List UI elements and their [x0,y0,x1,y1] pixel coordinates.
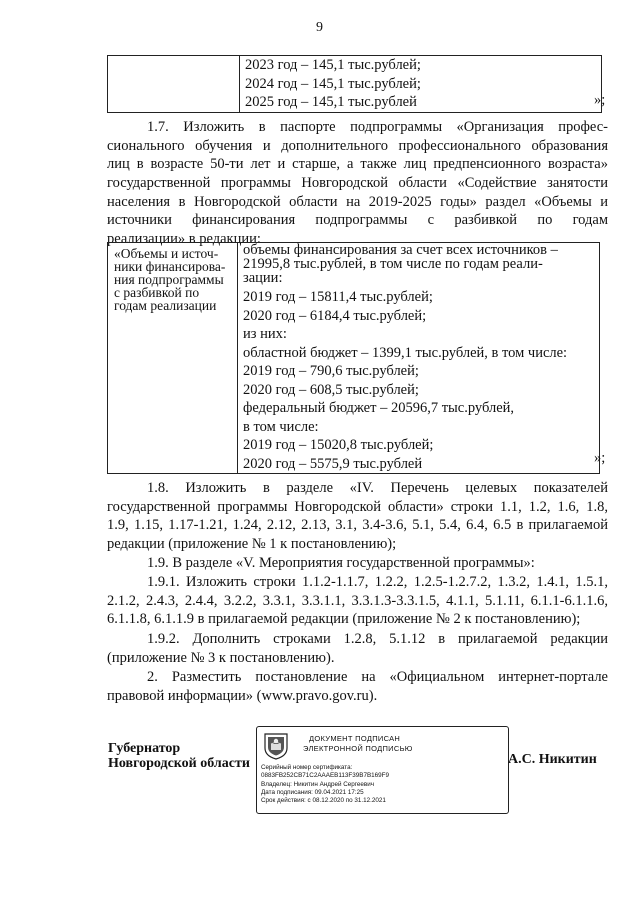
table1-closing-quote: »; [594,92,606,108]
paragraph-line: 2. Разместить постановление на «Официальном интернет-портале [147,669,608,685]
position-line: Новгородской области [108,756,250,771]
paragraph-line: 2.1.2, 2.4.3, 2.4.4, 3.2.2, 3.3.1, 3.3.1.1, 3.3.1.3-3.3.1.5, 4.1.1, 5.1.11, 6.1.1-6.1.1.6, [107,592,608,609]
table2-line: федеральный бюджет – 20596,7 тыс.рублей, [243,400,515,416]
table2-line: 2019 год – 790,6 тыс.рублей; [243,363,419,379]
stamp-serial-label: Серийный номер сертификата: [261,764,353,771]
signatory-position [108,741,250,771]
paragraph-line: 1.9.1. Изложить строки 1.1.2-1.1.7, 1.2.2, 1.2.5-1.2.7.2, 1.3.2, 1.4.1, 1.5.1, [147,574,608,590]
paragraph-line: реализации» в редакции: [107,231,261,248]
paragraph-2 [107,668,608,705]
table2-left-line: с разбивкой по [114,285,200,300]
stamp-signed-date: Дата подписания: 09.04.2021 17:25 [261,788,364,796]
table2-line: 2019 год – 15811,4 тыс.рублей; [243,289,433,305]
table2-left-cell [108,243,238,474]
table2-left-line: ния подпрограммы [114,272,224,287]
table2-line: 2020 год – 6184,4 тыс.рублей; [243,307,427,324]
table2-line: объемы финансирования за счет всех источников – [243,242,558,258]
funding-table-continuation [107,55,602,113]
table2-line: областной бюджет – 1399,1 тыс.рублей, в том числе: [243,344,568,361]
paragraph-line: лиц в возрасте 50-ти лет и старше, а также лиц предпенсионного возраста» [107,156,608,173]
table2-line: 2020 год – 608,5 тыс.рублей; [243,381,419,398]
table1-line: 2023 год – 145,1 тыс.рублей; [245,57,421,73]
table2-closing-quote: »; [594,450,606,466]
table1-right-cell [240,56,602,113]
table2-line: в том числе: [243,418,319,435]
stamp-validity: Срок действия: с 08.12.2020 по 31.12.2021 [261,797,386,805]
paragraph-line: государственной программы Новгородской области» строки 1.1, 1.2, 1.6, 1.8, [107,498,608,515]
table2-line: из них: [243,326,287,342]
electronic-signature-stamp [256,726,509,814]
table2-line: 21995,8 тыс.рублей, в том числе по годам реали- [243,256,543,272]
coat-of-arms-icon [263,732,289,760]
table1-left-cell [108,56,240,113]
table1-line: 2024 год – 145,1 тыс.рублей; [245,75,421,92]
paragraph-line: источники финансирования подпрограммы с разбивкой по годам [107,212,608,229]
table1-line: 2025 год – 145,1 тыс.рублей [245,94,417,110]
paragraph-line: правовой информации» (www.pravo.gov.ru). [107,687,378,704]
table2-left-line: «Объемы и источ- [114,246,219,261]
position-line: Губернатор [108,741,181,756]
paragraph-line: 1.9.2. Дополнить строками 1.2.8, 5.1.12 в прилагаемой редакции [147,631,608,647]
paragraph-line: государственной программы Новгородской области «Содействие занятости [107,175,608,192]
paragraph-line: 1.9, 1.15, 1.17-1.21, 1.24, 2.12, 2.13, 3.1, 3.4-3.6, 5.1, 5.4, 6.4, 6.5 в прилагаемой [107,517,608,534]
stamp-serial-value: 0883FB252CB71C2AAAEB113F39B7B169F9 [261,772,390,780]
signatory-name: А.С. Никитин [508,752,597,767]
paragraph-1-7 [107,118,608,249]
paragraph-1-8 [107,479,608,554]
funding-table [107,242,600,474]
stamp-subtitle: ЭЛЕКТРОННОЙ ПОДПИСЬЮ [303,744,413,753]
paragraph-line: сионального обучения и дополнительного профессионального образования [107,137,608,154]
table2-line: зации: [243,270,283,286]
paragraph-line: 6.1.1.8, 6.1.1.9 в прилагаемой редакции (приложение № 2 к постановлению); [107,611,581,628]
table2-right-cell [238,243,600,474]
table2-left-line: ники финансирова- [114,259,226,274]
paragraph-1-9 [107,554,608,573]
paragraph-line: редакции (приложение № 1 к постановлению); [107,536,397,553]
page-number: 9 [316,20,323,35]
table2-line: 2020 год – 5575,9 тыс.рублей [243,455,423,472]
paragraph-line: (приложение № 3 к постановлению). [107,649,335,666]
paragraph-line: 1.9. В разделе «V. Мероприятия государственной программы»: [147,555,535,571]
paragraph-1-9-1 [107,573,608,629]
stamp-details [261,764,389,805]
table2-line: 2019 год – 15020,8 тыс.рублей; [243,437,434,453]
stamp-owner: Владелец: Никитин Андрей Сергеевич [261,780,375,788]
paragraph-line: 1.8. Изложить в разделе «IV. Перечень целевых показателей [147,480,608,496]
paragraph-line: населения в Новгородской области на 2019-2025 годы» раздел «Объемы и [107,193,608,210]
paragraph-1-9-2 [107,630,608,667]
stamp-title: ДОКУМЕНТ ПОДПИСАН [309,734,401,743]
paragraph-line: 1.7. Изложить в паспорте подпрограммы «Организация профес- [147,119,608,135]
table2-left-line: годам реализации [114,298,217,313]
